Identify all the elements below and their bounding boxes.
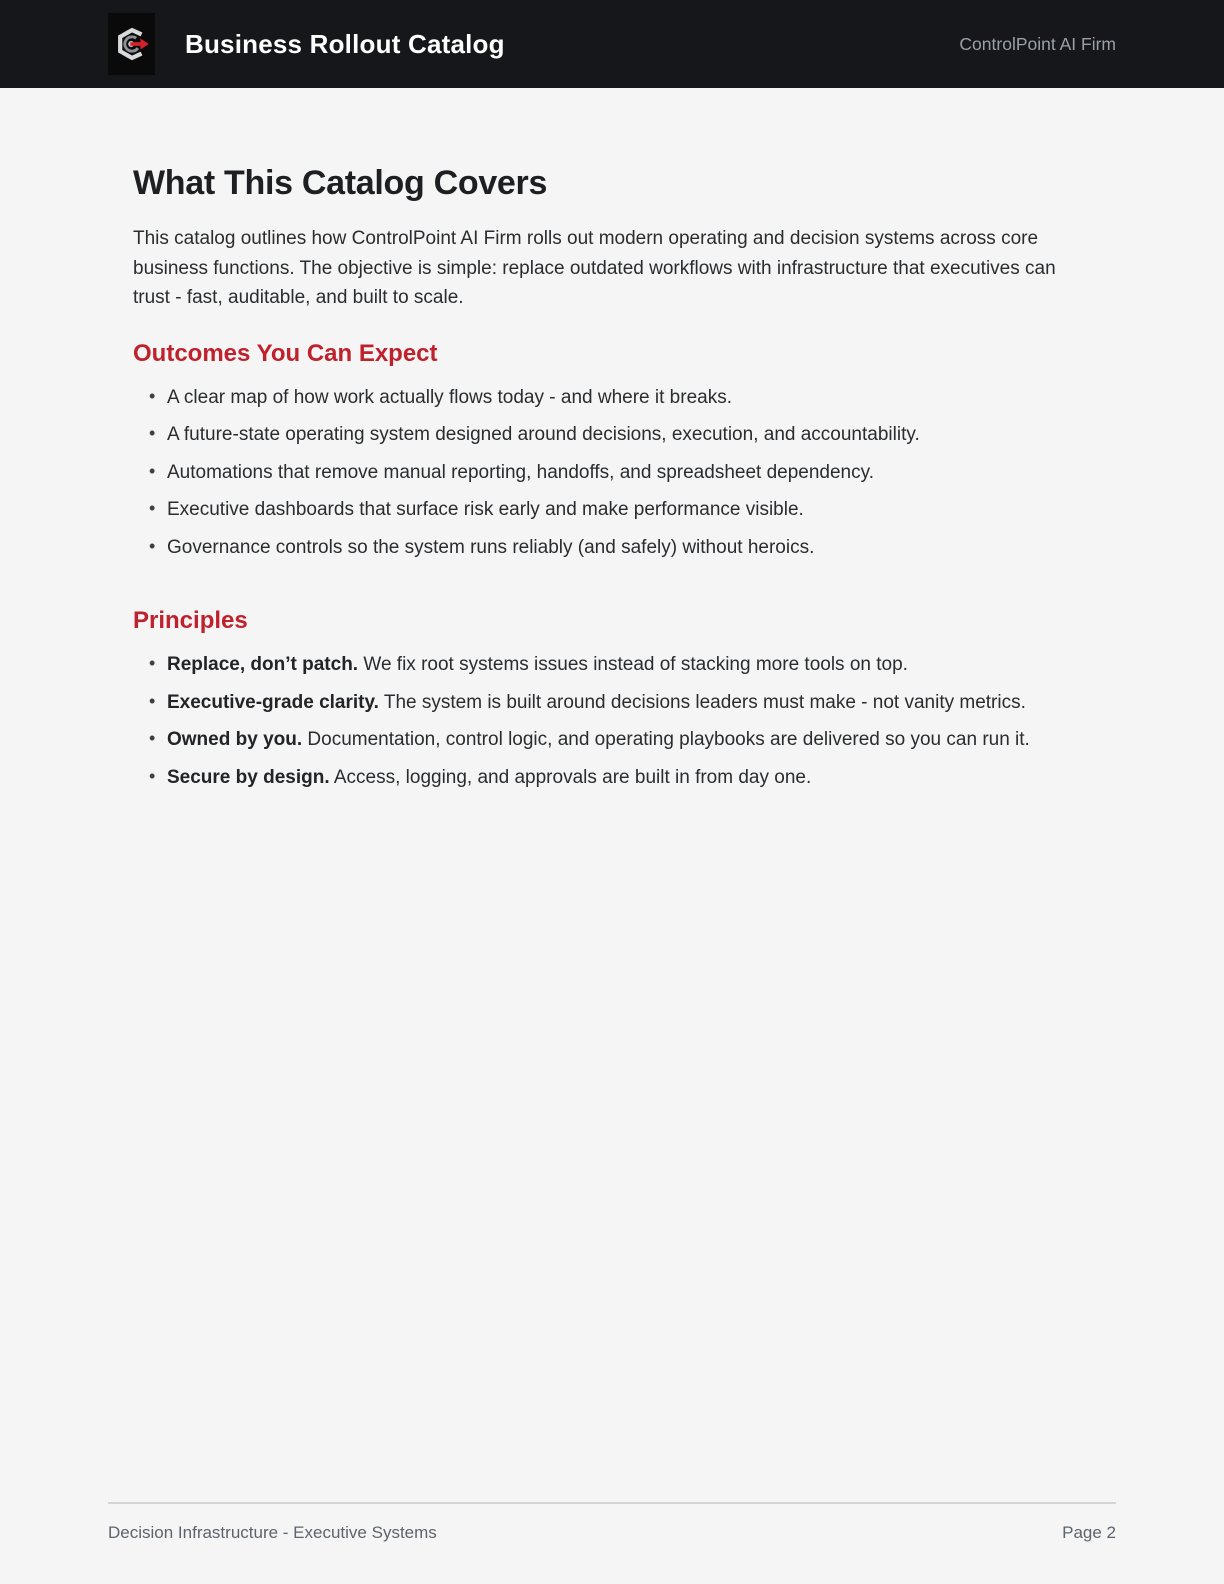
list-item (148, 650, 1091, 680)
list-item: • Governance controls so the system runs reliably (and safely) without heroics. (148, 533, 1091, 563)
company-name: ControlPoint AI Firm (959, 33, 1116, 54)
controlpoint-logo-icon (108, 13, 155, 75)
list-item-lead: Secure by design. (167, 766, 330, 788)
outcomes-list (133, 383, 1091, 563)
principles-list (133, 650, 1091, 792)
list-item-text: Access, logging, and approvals are built in from day one. (333, 766, 812, 788)
footer-left-text: Decision Infrastructure - Executive Systems (108, 1523, 437, 1542)
section-title-principles: Principles (133, 607, 248, 634)
page-footer (108, 1502, 1116, 1543)
intro-paragraph: This catalog outlines how ControlPoint AI Firm rolls out modern operating and decision systems across core business functions. The objective is simple: replace outdated workflows with infrastructure that executives can trust - fast, auditable, and built to scale. (133, 228, 1056, 308)
list-item (148, 688, 1091, 718)
section-title-outcomes: Outcomes You Can Expect (133, 339, 438, 367)
list-item (148, 763, 1091, 793)
list-item: • Executive dashboards that surface risk early and make performance visible. (148, 495, 1091, 525)
page-number: Page 2 (1062, 1523, 1116, 1542)
page-heading: What This Catalog Covers (133, 164, 548, 202)
app-header (0, 0, 1224, 88)
list-item: • A future-state operating system designed around decisions, execution, and accountability. (148, 420, 1091, 450)
list-item (148, 725, 1091, 755)
list-item-text: The system is built around decisions leaders must make - not vanity metrics. (383, 691, 1026, 713)
list-item-lead: Owned by you. (167, 729, 303, 750)
document-title: Business Rollout Catalog (185, 28, 505, 59)
list-item-lead: Replace, don’t patch. (167, 654, 359, 675)
list-item-text: Documentation, control logic, and operating playbooks are delivered so you can run it. (307, 729, 1030, 750)
list-item-text: We fix root systems issues instead of stacking more tools on top. (363, 654, 908, 675)
list-item-lead: Executive-grade clarity. (167, 691, 379, 713)
document-body (0, 88, 1224, 792)
list-item: • A clear map of how work actually flows today - and where it breaks. (148, 383, 1091, 413)
list-item: • Automations that remove manual reporting, handoffs, and spreadsheet dependency. (148, 458, 1091, 488)
